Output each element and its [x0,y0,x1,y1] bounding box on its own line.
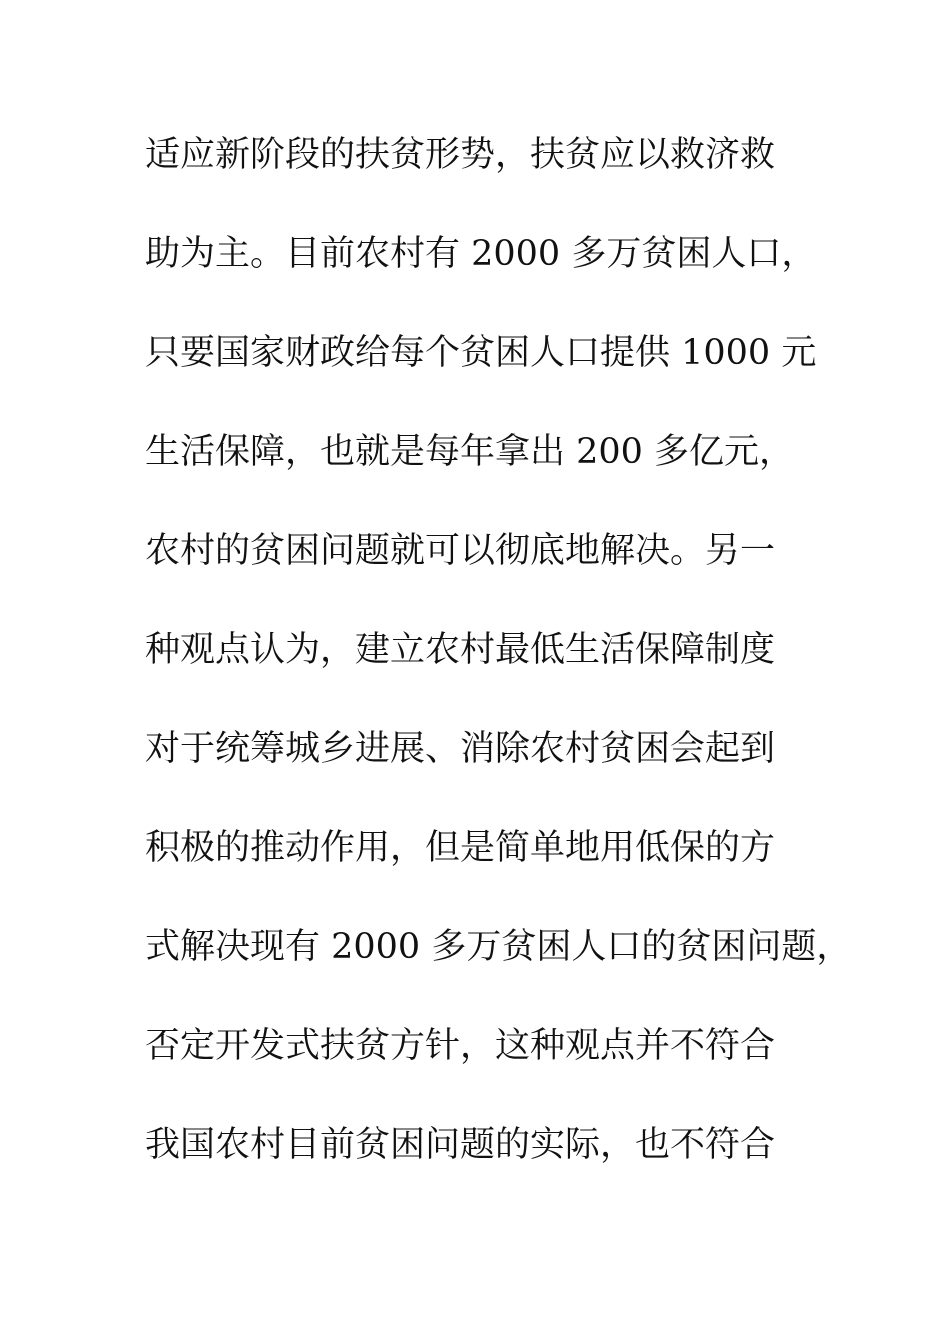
text-line: 种观点认为，建立农村最低生活保障制度 [145,630,776,670]
text-line: 对于统筹城乡进展、消除农村贫困会起到 [145,729,776,769]
body-text [145,128,852,1217]
text-line: 只要国家财政给每个贫困人口提供 1000 元 [145,333,817,373]
text-line: 农村的贫困问题就可以彻底地解决。另一 [145,531,776,571]
text-line: 式解决现有 2000 多万贫困人口的贫困问题， [145,927,852,967]
text-line: 适应新阶段的扶贫形势，扶贫应以救济救 [145,135,776,175]
text-line: 生活保障，也就是每年拿出 200 多亿元， [145,432,795,472]
text-line: 助为主。目前农村有 2000 多万贫困人口， [145,234,817,274]
text-line: 否定开发式扶贫方针，这种观点并不符合 [145,1026,776,1066]
text-line: 积极的推动作用，但是简单地用低保的方 [145,828,776,868]
text-line: 我国农村目前贫困问题的实际，也不符合 [145,1125,776,1165]
